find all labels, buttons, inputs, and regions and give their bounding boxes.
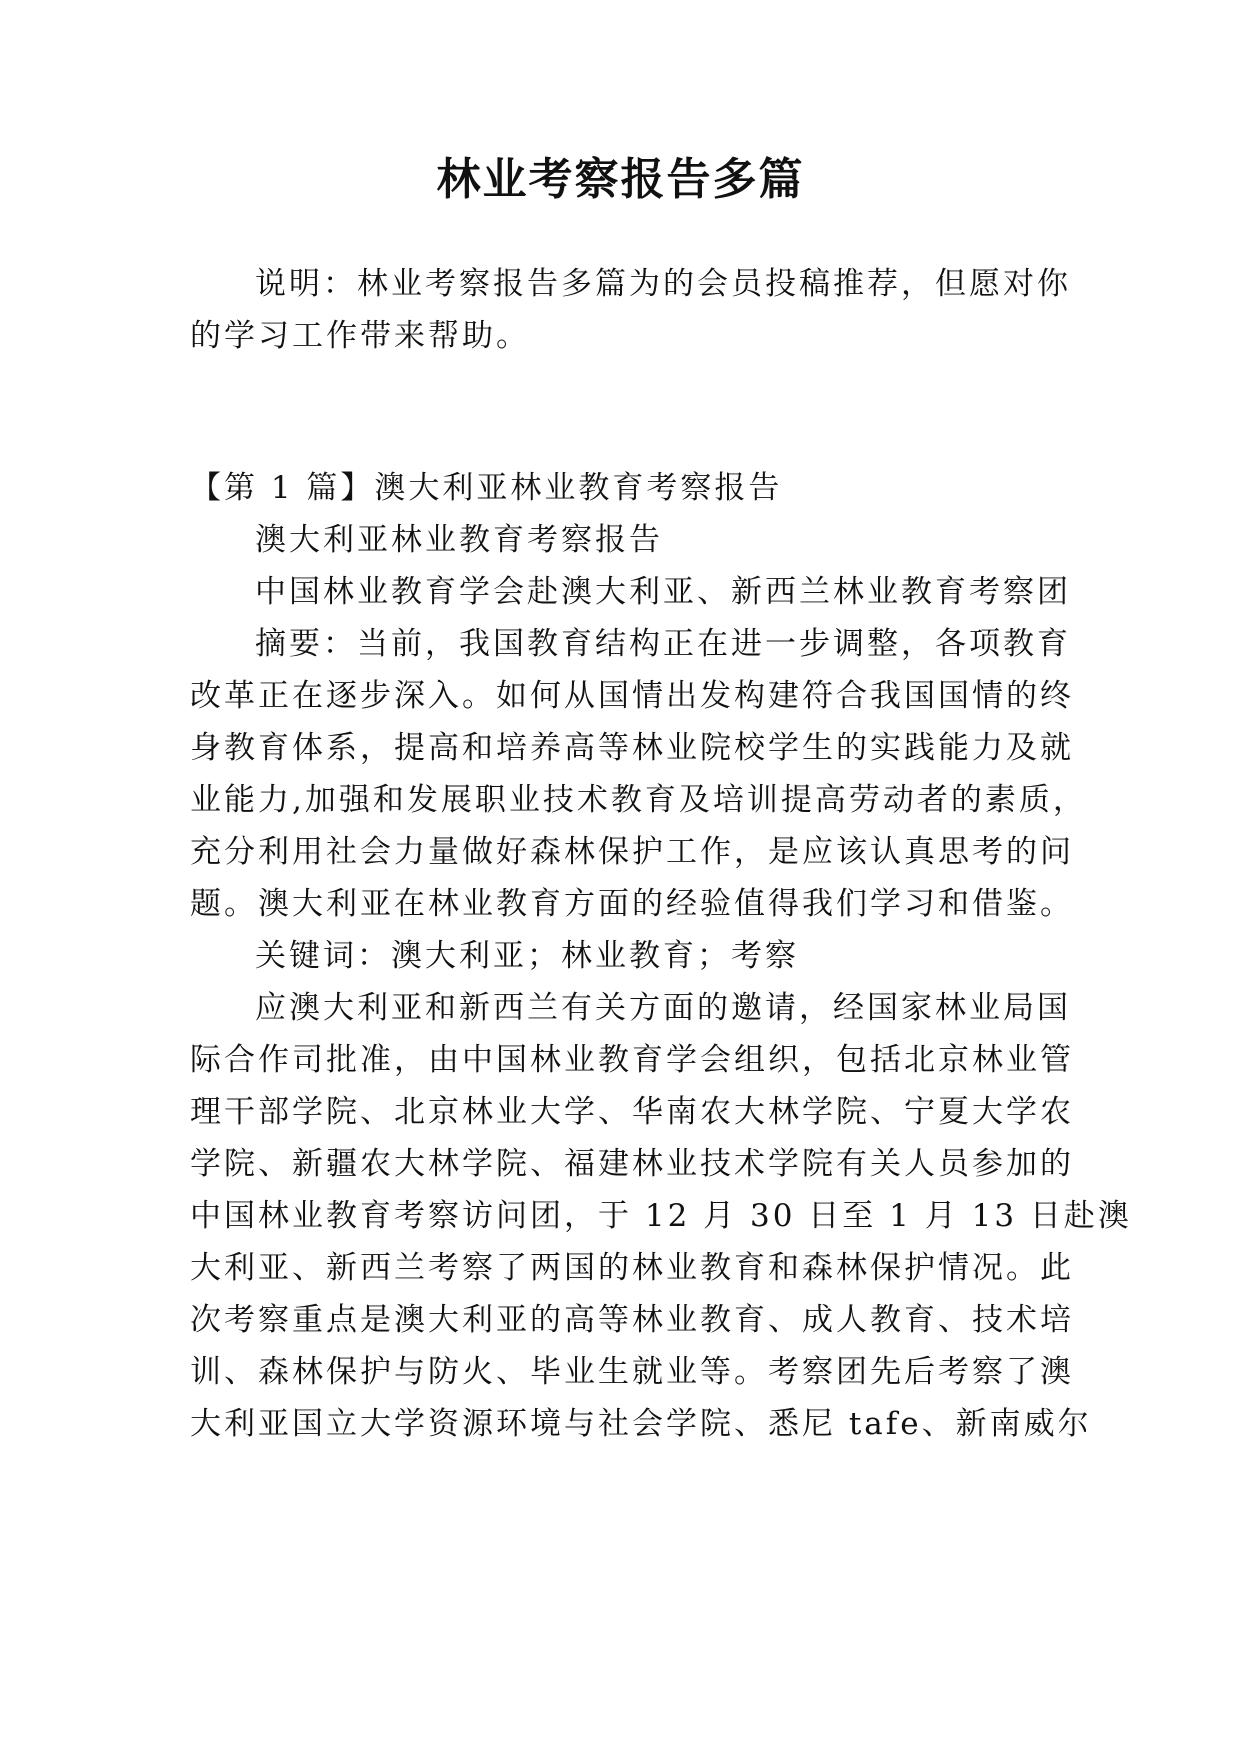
- text-line: 学院、新疆农大林学院、福建林业技术学院有关人员参加的: [190, 1146, 1074, 1182]
- text-line: 改革正在逐步深入。如何从国情出发构建符合我国国情的终: [190, 678, 1074, 714]
- text-line: 业能力,加强和发展职业技术教育及培训提高劳动者的素质，: [190, 782, 1087, 818]
- text-line: 次考察重点是澳大利亚的高等林业教育、成人教育、技术培: [190, 1302, 1074, 1338]
- text-line: 际合作司批准，由中国林业教育学会组织，包括北京林业管: [190, 1042, 1074, 1078]
- text-line: 身教育体系，提高和培养高等林业院校学生的实践能力及就: [190, 730, 1074, 766]
- text-line: 大利亚、新西兰考察了两国的林业教育和森林保护情况。此: [190, 1250, 1074, 1286]
- text-line: 中国林业教育考察访问团，于 12 月 30 日至 1 月 13 日赴澳: [190, 1198, 1132, 1234]
- text-line: 摘要：当前，我国教育结构正在进一步调整，各项教育: [255, 626, 1071, 662]
- text-line: 训、森林保护与防火、毕业生就业等。考察团先后考察了澳: [190, 1354, 1074, 1390]
- document-title: 林业考察报告多篇: [436, 154, 805, 205]
- section-heading: 【第 1 篇】澳大利亚林业教育考察报告: [190, 470, 783, 506]
- text-line: 题。澳大利亚在林业教育方面的经验值得我们学习和借鉴。: [190, 886, 1074, 922]
- text-line: 中国林业教育学会赴澳大利亚、新西兰林业教育考察团: [255, 574, 1071, 610]
- text-line: 的学习工作带来帮助。: [190, 318, 530, 354]
- text-line: 大利亚国立大学资源环境与社会学院、悉尼 tafe、新南威尔: [190, 1406, 1092, 1442]
- text-line: 应澳大利亚和新西兰有关方面的邀请，经国家林业局国: [255, 990, 1071, 1026]
- text-line: 充分利用社会力量做好森林保护工作，是应该认真思考的问: [190, 834, 1074, 870]
- text-line: 关键词：澳大利亚；林业教育；考察: [255, 938, 799, 974]
- text-line: 说明：林业考察报告多篇为的会员投稿推荐，但愿对你: [255, 266, 1071, 302]
- text-line: 理干部学院、北京林业大学、华南农大林学院、宁夏大学农: [190, 1094, 1074, 1130]
- text-line: 澳大利亚林业教育考察报告: [255, 522, 663, 558]
